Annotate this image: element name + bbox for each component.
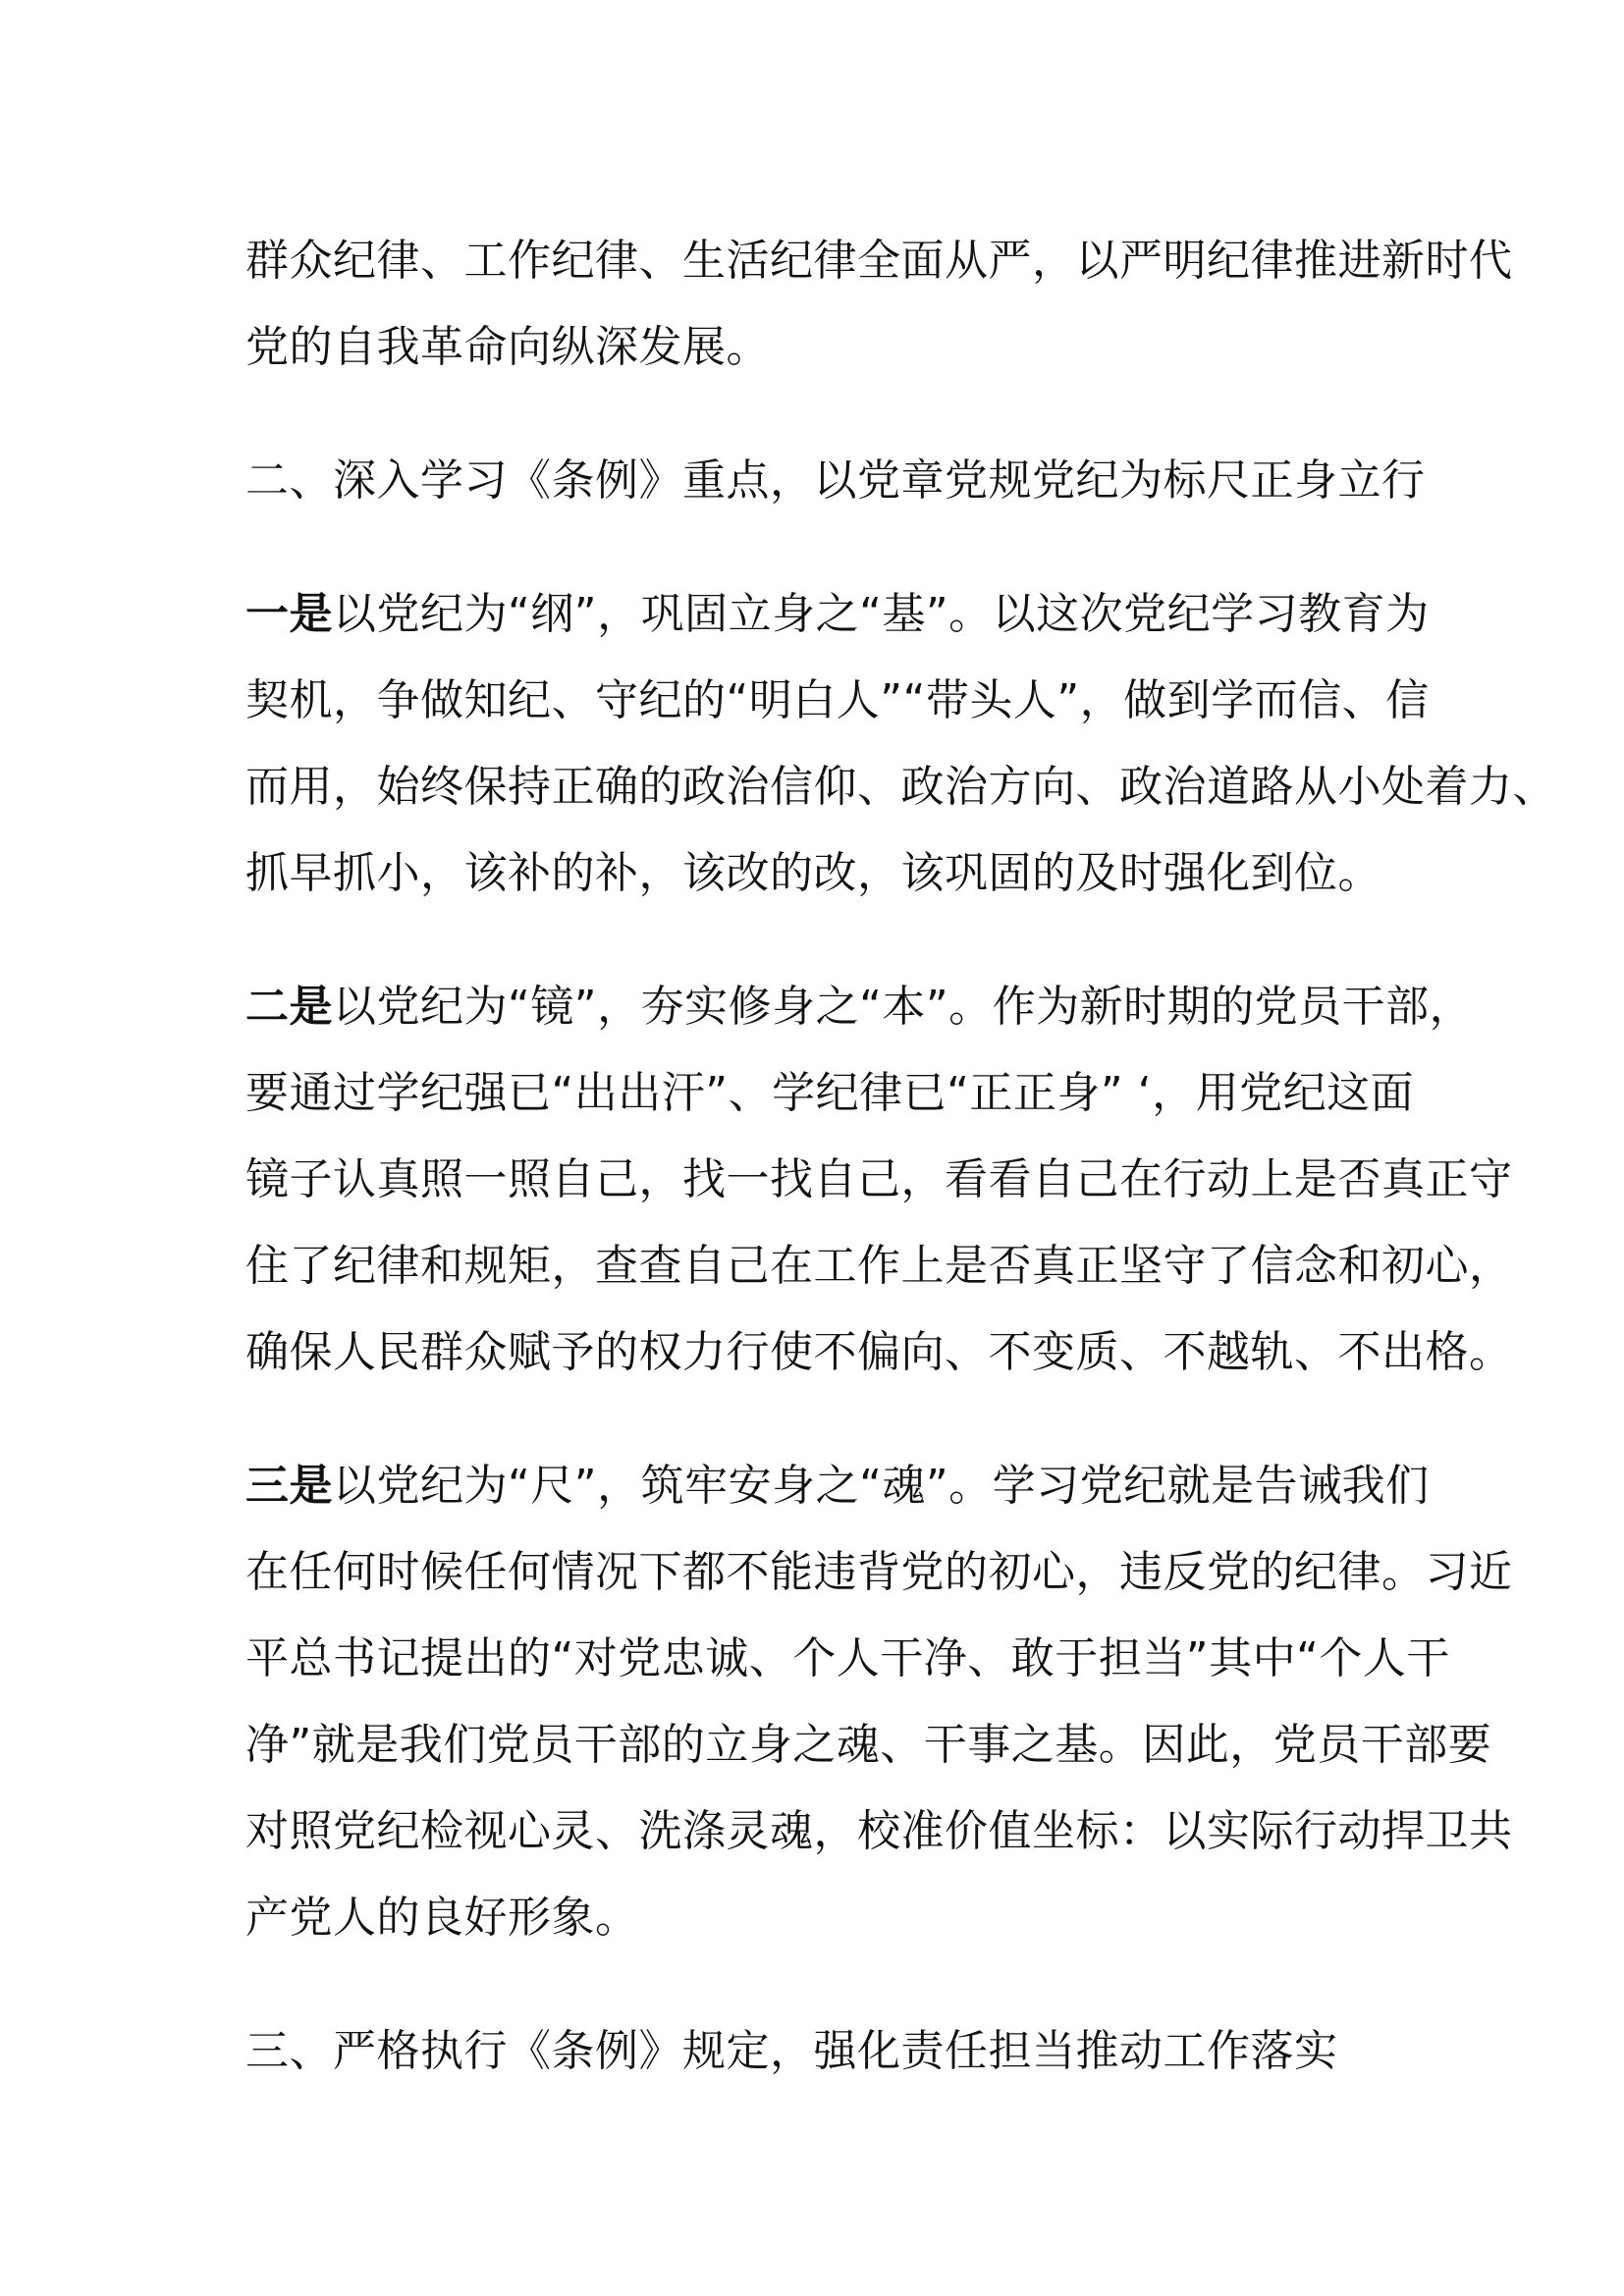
text-span: 以党纪为“镜”，夯实修身之“本”。作为新时期的党员干部， [333,982,1474,1032]
text-line: 净”就是我们党员干部的立身之魂、干事之基。因此，党员干部要 [245,1720,1492,1770]
section-heading-2: 二、深入学习《条例》重点，以党章党规党纪为标尺正身立行 [245,455,1426,506]
paragraph-discipline-summary [245,218,1513,391]
text-span: 以党纪为“尺”，筑牢安身之“魂”。学习党纪就是告诫我们 [333,1461,1430,1511]
text-line: 平总书记提出的“对党忠诚、个人干净、敢于担当”其中“个人干 [245,1633,1450,1683]
text-line: 住了纪律和规矩，查查自己在工作上是否真正坚守了信念和初心， [245,1241,1513,1291]
text-line: 要通过学纪强已“出出汗”、学纪律已“正正身” ‘，用党纪这面 [245,1068,1415,1118]
paragraph-point-one [245,571,1556,917]
lead-label: 三是 [245,1461,333,1511]
lead-label: 一是 [245,589,333,639]
section-heading-3: 三、严格执行《条例》规定，强化责任担当推动工作落实 [245,2026,1338,2076]
lead-label: 二是 [245,982,333,1032]
text-line: 契机，争做知纪、守纪的“明白人”“带头人”，做到学而信、信 [245,675,1430,725]
paragraph-point-two [245,964,1513,1396]
paragraph-point-three [245,1443,1513,1961]
text-line: 在任何时候任何情况下都不能违背党的初心，违反党的纪律。习近 [245,1547,1513,1597]
text-line: 镜子认真照一照自己，找一找自己，看看自己在行动上是否真正守 [245,1154,1513,1204]
text-line: 产党人的良好形象。 [245,1893,639,1943]
text-line [245,1443,1430,1529]
text-line: 对照党纪检视心灵、洗涤灵魂，校准价值坐标：以实际行动捍卫共 [245,1806,1513,1856]
text-line [245,571,1430,658]
text-line: 群众纪律、工作纪律、生活纪律全面从严，以严明纪律推进新时代 [245,236,1513,286]
document-page [245,218,1556,2095]
text-line: 而用，始终保持正确的政治信仰、政治方向、政治道路从小处着力、 [245,762,1556,812]
text-line: 党的自我革命向纵深发展。 [245,322,770,372]
text-line: 抓早抓小，该补的补，该改的改，该巩固的及时强化到位。 [245,848,1381,898]
text-line [245,964,1474,1050]
text-line: 确保人民群众赋予的权力行使不偏向、不变质、不越轨、不出格。 [245,1327,1513,1377]
text-span: 以党纪为“纲”，巩固立身之“基”。以这次党纪学习教育为 [333,589,1430,639]
